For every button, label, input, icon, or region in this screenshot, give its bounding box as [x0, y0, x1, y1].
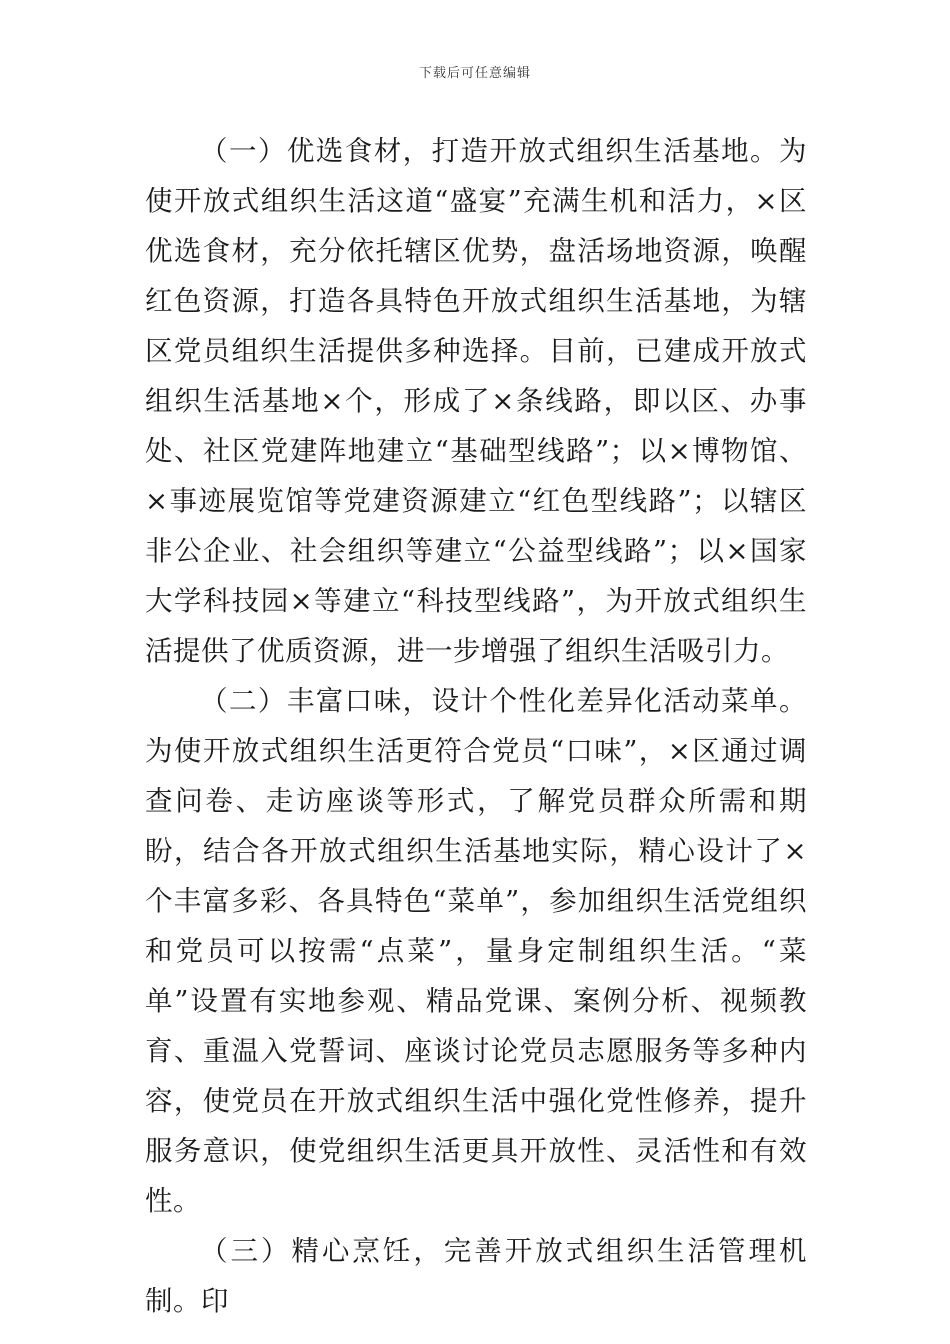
paragraph-2: （二）丰富口味，设计个性化差异化活动菜单。为使开放式组织生活更符合党员“口味”，×区通过调查问卷、走访座谈等形式，了解党员群众所需和期盼，结合各开放式组织生活基地实际，精心设计了×个丰富多彩、各具特色“菜单”，参加组织生活党组织和党员可以按需“点菜”，量身定制组织生活。“菜单”设置有实地参观、精品党课、案例分析、视频教育、重温入党誓词、座谈讨论党员志愿服务等多种内容，使党员在开放式组织生活中强化党性修养，提升服务意识，使党组织生活更具开放性、灵活性和有效性。 [145, 685, 807, 1217]
paragraph-1: （一）优选食材，打造开放式组织生活基地。为使开放式组织生活这道“盛宴”充满生机和活力，×区优选食材，充分依托辖区优势，盘活场地资源，唤醒红色资源，打造各具特色开放式组织生活基地，为辖区党员组织生活提供多种选择。目前，已建成开放式组织生活基地×个，形成了×条线路，即以区、办事处、社区党建阵地建立“基础型线路”；以×博物馆、×事迹展览馆等党建资源建立“红色型线路”；以辖区非公企业、社会组织等建立“公益型线路”；以×国家大学科技园×等建立“科技型线路”，为开放式组织生活提供了优质资源，进一步增强了组织生活吸引力。 [145, 135, 807, 667]
document-body [145, 126, 807, 1326]
paragraph-3: （三）精心烹饪，完善开放式组织生活管理机制。印 [145, 1235, 807, 1317]
header-note: 下载后可任意编辑 [418, 66, 531, 81]
